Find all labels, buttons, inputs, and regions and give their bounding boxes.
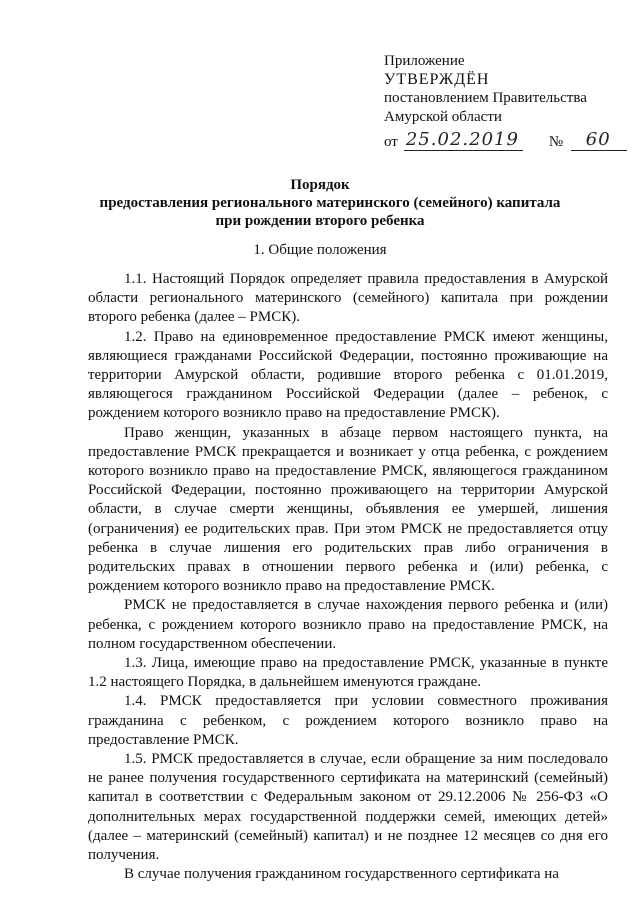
- title-line-2: предоставления регионального материнского (семейного) капитала: [99, 195, 561, 211]
- paragraph: 1.5. РМСК предоставляется в случае, если обращение за ним последовало не ранее получения государственного сертификата на материнский (семейный) капитал в соответствии с Федеральным законом от 29.12.2006 № 256-ФЗ «О дополнительных мерах государственной поддержки семей, имеющих детей» (далее – материнский (семейный) капитал) и не позднее 12 месяцев со дня его получения.: [88, 751, 608, 864]
- approved-label: УТВЕРЖДЁН: [384, 70, 490, 88]
- handwritten-number: 60: [571, 130, 627, 151]
- date-number-line: [384, 130, 624, 151]
- section-heading: 1. Общие положения: [253, 242, 387, 258]
- paragraph: РМСК не предоставляется в случае нахождения первого ребенка и (или) ребенка, с рождением которого возникло право на предоставление РМСК, на полном государственном обеспечении.: [88, 597, 608, 652]
- paragraph: 1.3. Лица, имеющие право на предоставление РМСК, указанные в пункте 1.2 настоящего Порядка, в дальнейшем именуются граждане.: [88, 655, 608, 691]
- appendix-label: Приложение: [384, 53, 465, 69]
- paragraph: Право женщин, указанных в абзаце первом настоящего пункта, на предоставление РМСК прекращается и возникает у отца ребенка, с рождением которого возникло право на предоставление РМСК, являющегося гражданином Российской Федерации, постоянно проживающего на территории Амурской области, в случае смерти женщины, объявления ее умершей, лишения (ограничения) ее родительских прав. При этом РМСК не предоставляется отцу ребенка в случае лишения его родительских прав либо ограничения в родительских правах в отношении первого ребенка и (или) ребенка, с рождением которого возникло право на предоставление РМСК.: [88, 424, 608, 595]
- document-title: [0, 176, 640, 230]
- approval-stamp: [384, 52, 624, 151]
- paragraph: 1.1. Настоящий Порядок определяет правила предоставления в Амурской области регионального материнского (семейного) капитала при рождении второго ребенка (далее – РМСК).: [88, 271, 608, 326]
- region-label: Амурской области: [384, 108, 502, 125]
- resolution-label: постановлением Правительства: [384, 90, 587, 106]
- handwritten-date: 25.02.2019: [404, 130, 523, 151]
- document-body: [88, 270, 608, 885]
- title-line-1: Порядок: [290, 177, 350, 193]
- number-label: №: [548, 133, 564, 150]
- paragraph: 1.4. РМСК предоставляется при условии совместного проживания гражданина с ребенком, с рождением которого возникло право на предоставление РМСК.: [88, 693, 608, 748]
- paragraph: В случае получения гражданином государственного сертификата на: [124, 866, 559, 883]
- paragraph: 1.2. Право на единовременное предоставление РМСК имеют женщины, являющиеся гражданами Российской Федерации, постоянно проживающие на территории Амурской области, родившие второго ребенка с 01.01.2019, являющегося гражданином Российской Федерации (далее – ребенок, с рождением которого возникло право на предоставление РМСК).: [88, 328, 608, 422]
- date-label: от: [384, 133, 398, 150]
- title-line-3: при рождении второго ребенка: [215, 213, 425, 229]
